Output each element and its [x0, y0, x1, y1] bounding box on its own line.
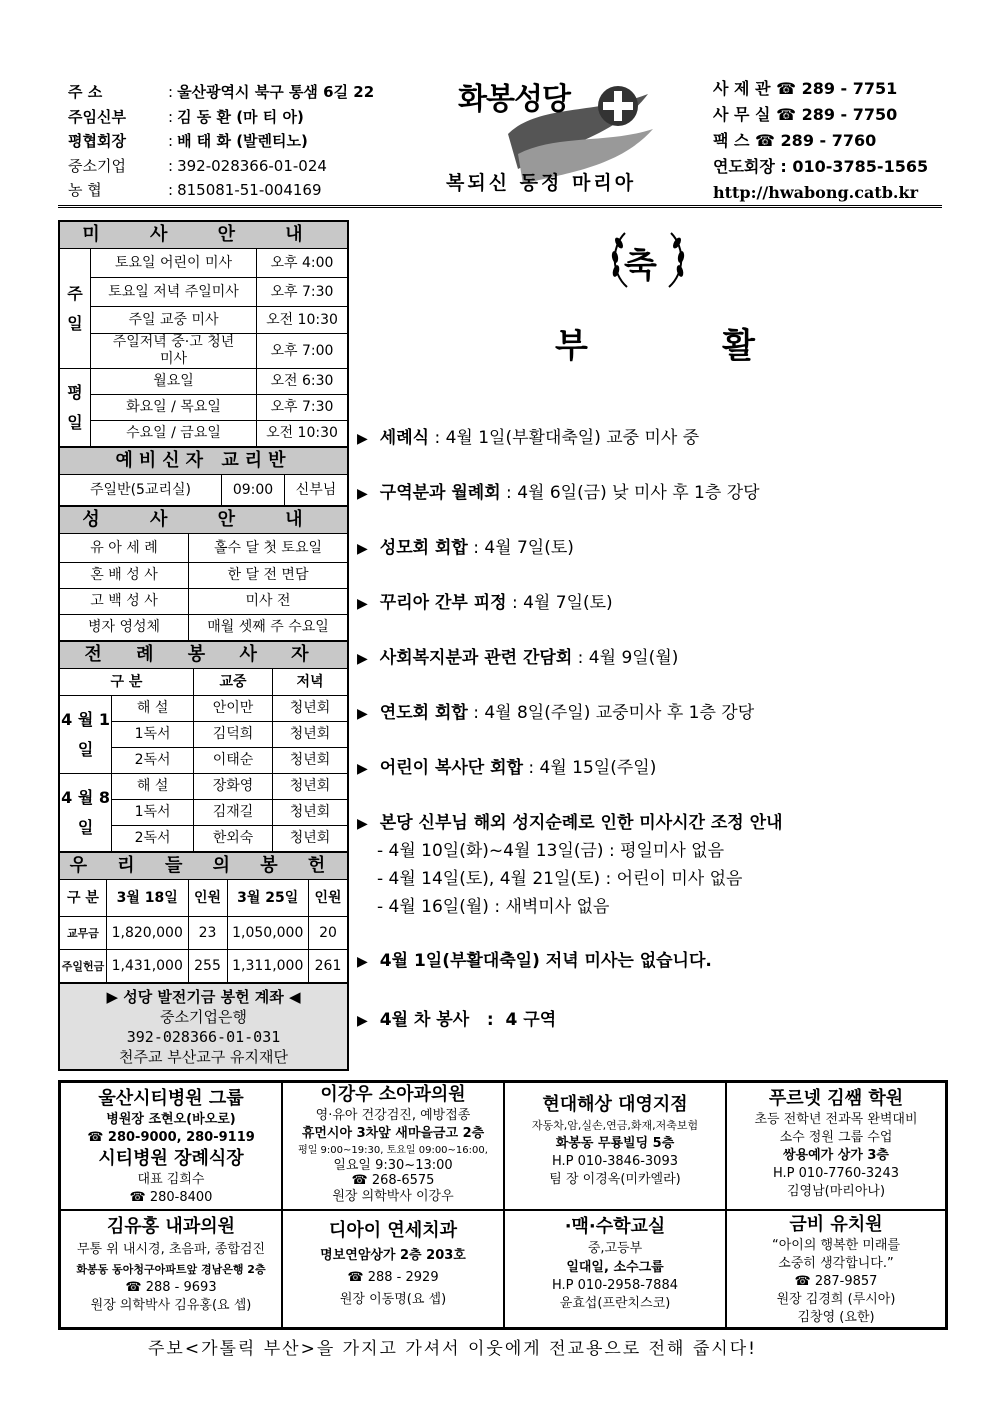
servers-title: 전 례 봉 사 자 — [60, 641, 347, 669]
sacrament-name: 유 아 세 례 — [60, 534, 189, 563]
server-main: 장화영 — [194, 774, 273, 800]
bank1-label: 중소기업 — [68, 156, 126, 175]
bank2-label: 농 협 — [68, 181, 102, 199]
announcement-item: ▶ 사회복지분과 관련 간담회 : 4월 9일(월) — [357, 648, 679, 668]
contact-info — [713, 76, 953, 206]
server-role: 1독서 — [112, 722, 194, 748]
server-role: 2독서 — [112, 748, 194, 774]
ad-line: 일대일, 소수그룹 — [566, 1260, 664, 1275]
server-main: 김덕희 — [194, 722, 273, 748]
ad-dental — [282, 1210, 504, 1328]
catechumen-table — [60, 475, 347, 506]
ad-line: ☎ 268-6575 — [351, 1173, 435, 1188]
ad-pediatrics — [282, 1082, 504, 1210]
ad-line: “아이의 행복한 미래를 — [771, 1238, 901, 1253]
fund-box — [60, 983, 347, 1069]
ad-title: 이강우 소아과의원 — [320, 1084, 466, 1105]
server-main: 김재길 — [194, 800, 273, 826]
offering-label: 주일헌금 — [60, 950, 107, 983]
mass-time: 오후 4:00 — [257, 249, 348, 278]
mass-time: 오후 7:30 — [257, 278, 348, 307]
mass-name: 토요일 저녁 주일미사 — [91, 278, 257, 307]
mass-time: 오후 7:00 — [257, 334, 348, 369]
ad-line: 자동차,암,실손,연금,화재,저축보험 — [531, 1119, 699, 1132]
mass-time: 오전 10:30 — [257, 421, 348, 447]
server-role: 2독서 — [112, 826, 194, 852]
servers-header: 저녁 — [273, 669, 348, 696]
sacrament-info: 미사 전 — [189, 589, 348, 615]
offering-count: 261 — [309, 950, 348, 983]
ad-line: 병원장 조현오(바오로) — [106, 1112, 236, 1127]
mass-name: 토요일 어린이 미사 — [91, 249, 257, 278]
announcement-item: ▶ 4월 1일(부활대축일) 저녁 미사는 없습니다. — [357, 951, 712, 971]
ad-kindergarten — [726, 1210, 946, 1328]
ad-line: 중,고등부 — [587, 1241, 643, 1256]
mass-time: 오후 7:30 — [257, 395, 348, 421]
pastor: 김 동 환 (마 티 아) — [177, 107, 304, 126]
ad-line: 팀 장 이경옥(미카엘라) — [549, 1172, 681, 1187]
ad-line: H.P 010-7760-3243 — [772, 1166, 899, 1181]
offering-amount: 1,431,000 — [107, 950, 189, 983]
fund-title: ▶ 성당 발전기금 봉헌 계좌 ◀ — [106, 988, 301, 1006]
ad-line: 평일 9:00~19:30, 토요일 09:00~16:00, — [298, 1145, 488, 1156]
announcement-note: - 4월 10일(화)~4월 13일(금) : 평일미사 없음 — [377, 841, 725, 861]
server-date: 4 월 1 일 — [60, 696, 112, 774]
announcement-item: ▶ 어린이 복사단 회합 : 4월 15일(주일) — [357, 758, 657, 778]
offering-header: 3월 18일 — [107, 880, 189, 917]
ad-insurance — [504, 1082, 726, 1210]
ad-line: 소수 정원 그룹 수업 — [779, 1130, 893, 1145]
ad-line: 명보연암상가 2층 203호 — [320, 1248, 466, 1263]
footer-note: 주보<가톨릭 부산>을 가지고 가셔서 이웃에게 전교용으로 전해 줍시다! — [148, 1339, 757, 1359]
server-role: 해 설 — [112, 774, 194, 800]
announcement-item: ▶ 꾸리아 간부 피정 : 4월 7일(토) — [357, 593, 613, 613]
server-evening: 청년회 — [273, 696, 348, 722]
bank2-account: 815081-51-004169 — [177, 181, 322, 199]
offering-header: 3월 25일 — [227, 880, 309, 917]
ad-title: 김유홍 내과의원 — [107, 1216, 235, 1237]
header-divider — [58, 205, 942, 208]
ad-title: 금비 유치원 — [789, 1214, 883, 1235]
server-evening: 청년회 — [273, 800, 348, 826]
rectory-phone: 사 제 관 ☎ 289 - 7751 — [713, 79, 898, 98]
server-role: 해 설 — [112, 696, 194, 722]
sacrament-info: 한 달 전 면담 — [189, 563, 348, 589]
ad-title: ·맥·수학교실 — [564, 1216, 666, 1237]
server-evening: 청년회 — [273, 774, 348, 800]
title-char-b: 활 — [722, 326, 755, 366]
ad-line: 윤효섭(프란치스코) — [559, 1296, 671, 1311]
council-label: 평협회장 — [68, 132, 126, 150]
sunday-label: 주일 — [60, 249, 91, 369]
server-evening: 청년회 — [273, 826, 348, 852]
sacraments-title: 성 사 안 내 — [60, 506, 347, 534]
offering-count: 23 — [188, 917, 227, 950]
ad-line: 무통 위 내시경, 초음파, 종합검진 — [76, 1242, 266, 1257]
server-role: 1독서 — [112, 800, 194, 826]
ad-academy — [726, 1082, 946, 1210]
ad-line: 대표 김희수 — [137, 1172, 205, 1187]
announcement-item: ▶ 성모회 회합 : 4월 7일(토) — [357, 538, 574, 558]
offering-title: 우 리 들 의 봉 헌 — [60, 852, 347, 880]
ad-line: 휴먼시아 3차앞 새마을금고 2층 — [301, 1126, 485, 1141]
announcement-item: ▶ 세례식 : 4월 1일(부활대축일) 교중 미사 중 — [357, 428, 700, 448]
mass-time: 오전 6:30 — [257, 369, 348, 395]
mass-name: 주일 교중 미사 — [91, 307, 257, 334]
ad-line: H.P 010-3846-3093 — [551, 1154, 678, 1169]
announcement-item: ▶ 본당 신부님 해외 성지순례로 인한 미사시간 조정 안내 — [357, 813, 783, 833]
ad-title: 현대해상 대영지점 — [542, 1094, 688, 1115]
address: 울산광역시 북구 통샘 6길 22 — [177, 83, 375, 101]
website-link[interactable]: http://hwabong.catb.kr — [713, 183, 918, 202]
mass-name: 수요일 / 금요일 — [91, 421, 257, 447]
ad-line: 원장 의학박사 이강우 — [332, 1189, 454, 1204]
mass-name: 월요일 — [91, 369, 257, 395]
info-sidebar — [58, 220, 349, 1071]
ad-line: ☎ 288 - 2929 — [347, 1270, 439, 1285]
server-evening: 청년회 — [273, 748, 348, 774]
mass-name: 화요일 / 목요일 — [91, 395, 257, 421]
announcement-note: - 4월 14일(토), 4월 21일(토) : 어린이 미사 없음 — [377, 869, 743, 889]
announcement-item: ▶ 구역분과 월례회 : 4월 6일(금) 낮 미사 후 1층 강당 — [357, 483, 760, 503]
title-char-a: 부 — [555, 326, 588, 366]
catechumen-time: 09:00 — [222, 475, 285, 506]
servers-header: 구 분 — [60, 669, 194, 696]
servers-table — [60, 669, 347, 852]
ad-line: 화봉동 동아청구아파트앞 경남은행 2층 — [76, 1263, 266, 1276]
ad-line: 일요일 9:30~13:00 — [333, 1158, 453, 1173]
mass-schedule-table — [60, 249, 347, 447]
sacrament-name: 혼 배 성 사 — [60, 563, 189, 589]
mass-schedule-title: 미 사 안 내 — [60, 222, 347, 249]
ad-line: 원장 이동명(요 셉) — [339, 1292, 447, 1307]
offering-amount: 1,311,000 — [227, 950, 309, 983]
ad-math — [504, 1210, 726, 1328]
offering-table — [60, 880, 347, 983]
ad-line: 김창영 (요한) — [797, 1310, 875, 1325]
servers-header: 교중 — [194, 669, 273, 696]
ad-line: 영·유아 건강검진, 예방접종 — [315, 1108, 471, 1123]
server-evening: 청년회 — [273, 722, 348, 748]
celebration-char: 축 — [624, 246, 657, 286]
server-date: 4 월 8 일 — [60, 774, 112, 852]
ad-line: 쌍용예가 상가 3층 — [782, 1148, 889, 1163]
ad-line: ☎ 288 - 9693 — [125, 1280, 217, 1295]
catechumen-title: 예비신자 교리반 — [60, 447, 347, 475]
announcement-item: ▶ 4월 차 봉사 : 4 구역 — [357, 1010, 557, 1030]
pastor-label: 주임신부 — [68, 107, 126, 126]
church-motto: 복되신 동정 마리아 — [446, 172, 637, 194]
announcement-note: - 4월 16일(월) : 새벽미사 없음 — [377, 897, 610, 917]
offering-header: 인원 — [188, 880, 227, 917]
ad-line: ☎ 287-9857 — [794, 1274, 878, 1289]
ad-title: 울산시티병원 그룹 — [98, 1088, 244, 1109]
ad-title: 시티병원 장례식장 — [98, 1148, 244, 1169]
address-label: 주 소 — [68, 83, 103, 101]
sponsor-ads — [58, 1080, 948, 1330]
offering-count: 255 — [188, 950, 227, 983]
ad-line: 화봉동 무룡빌딩 5층 — [555, 1136, 675, 1151]
ad-line: 원장 김경희 (루시아) — [776, 1292, 896, 1307]
fund-holder: 천주교 부산교구 유지재단 — [119, 1048, 288, 1066]
fund-account: 392-028366-01-031 — [126, 1028, 281, 1046]
sacraments-table — [60, 534, 347, 641]
catechumen-teacher: 신부님 — [285, 475, 348, 506]
ad-title: 디아이 연세치과 — [329, 1220, 457, 1241]
ad-city-hospital — [60, 1082, 282, 1210]
sacrament-name: 고 백 성 사 — [60, 589, 189, 615]
ad-internal-medicine — [60, 1210, 282, 1328]
ad-line: ☎ 280-8400 — [129, 1190, 213, 1205]
legion-contact: 연도회장 : 010-3785-1565 — [713, 157, 929, 176]
header-info: 주 소 : 울산광역시 북구 통샘 6길 22 주임신부 : 김 동 환 (마 티 아) 평협회장 : 배 태 화 (발렌티노) 중소기업 : 392-028366-01-024 농 협 : 815081-51-004169 — [68, 80, 408, 203]
fax-number: 팩 스 ☎ 289 - 7760 — [713, 131, 877, 150]
server-main: 한외숙 — [194, 826, 273, 852]
ad-line: 초등 전학년 전과목 완벽대비 — [754, 1112, 918, 1127]
mass-time: 오전 10:30 — [257, 307, 348, 334]
offering-amount: 1,050,000 — [227, 917, 309, 950]
council: 배 태 화 (발렌티노) — [177, 132, 308, 150]
announcement-item: ▶ 연도회 회합 : 4월 8일(주일) 교중미사 후 1층 강당 — [357, 703, 755, 723]
ad-title: 푸르넷 김쌤 학원 — [768, 1088, 904, 1109]
bank1-account: 392-028366-01-024 — [177, 156, 327, 175]
church-name: 화봉성당 — [458, 82, 570, 117]
weekday-label: 평일 — [60, 369, 91, 447]
offering-label: 교무금 — [60, 917, 107, 950]
offering-header: 구 분 — [60, 880, 107, 917]
main-title — [555, 318, 755, 367]
catechumen-class: 주일반(5교리실) — [60, 475, 222, 506]
fund-bank: 중소기업은행 — [160, 1008, 247, 1026]
ad-line: ☎ 280-9000, 280-9119 — [87, 1130, 255, 1145]
server-main: 이태순 — [194, 748, 273, 774]
offering-amount: 1,820,000 — [107, 917, 189, 950]
office-phone: 사 무 실 ☎ 289 - 7750 — [713, 105, 898, 124]
sacrament-info: 매월 셋째 주 수요일 — [189, 615, 348, 641]
offering-count: 20 — [309, 917, 348, 950]
ad-line: H.P 010-2958-7884 — [551, 1278, 678, 1293]
mass-name: 주일저녁 중·고 청년미사 — [91, 334, 257, 369]
offering-header: 인원 — [309, 880, 348, 917]
ad-line: 원장 의학박사 김유홍(요 셉) — [90, 1298, 252, 1313]
ad-line: 소중히 생각합니다.” — [778, 1256, 894, 1271]
ad-line: 김영남(마리아나) — [786, 1184, 886, 1199]
server-main: 안이만 — [194, 696, 273, 722]
sacrament-name: 병자 영성체 — [60, 615, 189, 641]
sacrament-info: 홀수 달 첫 토요일 — [189, 534, 348, 563]
